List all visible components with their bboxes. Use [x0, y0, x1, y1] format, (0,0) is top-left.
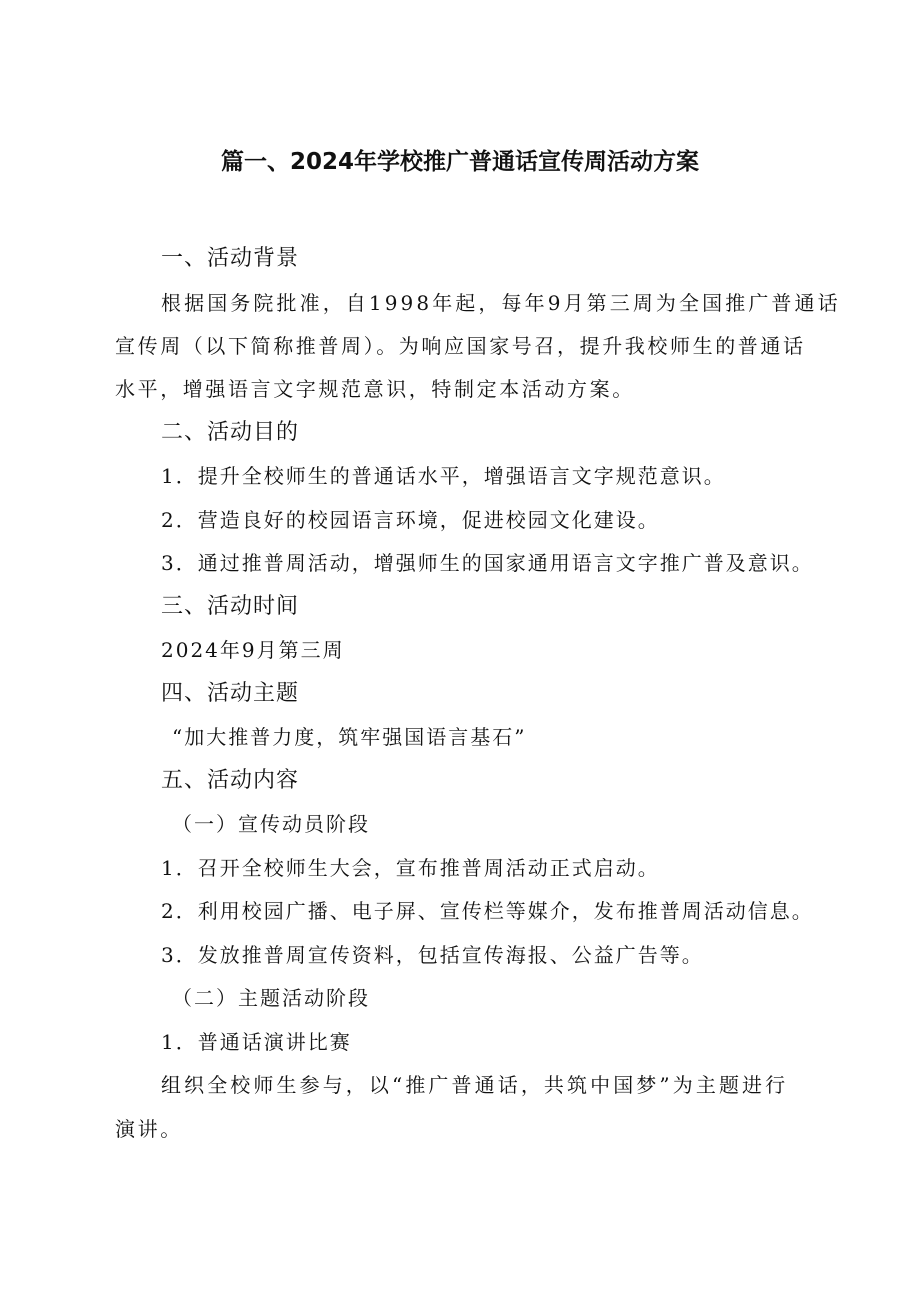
speech-contest-line-2: 演讲。	[115, 1117, 183, 1141]
background-paragraph-line-2: 宣传周（以下简称推普周）。为响应国家号召，提升我校师生的普通话	[115, 334, 806, 358]
section-heading-purpose: 二、活动目的	[161, 420, 300, 445]
publicity-item-1: 1．召开全校师生大会，宣布推普周活动正式启动。	[161, 856, 660, 880]
stage-heading-theme-activities: （二）主题活动阶段	[172, 986, 370, 1010]
document-title: 篇一、2024年学校推广普通话宣传周活动方案	[220, 149, 699, 175]
activity-theme-text: “加大推普力度，筑牢强国语言基石”	[172, 725, 527, 749]
background-paragraph-line-1: 根据国务院批准，自1998年起，每年9月第三周为全国推广普通话	[161, 291, 841, 315]
section-heading-content: 五、活动内容	[161, 768, 300, 793]
purpose-item-3: 3．通过推普周活动，增强师生的国家通用语言文字推广普及意识。	[161, 551, 814, 575]
section-heading-background: 一、活动背景	[161, 246, 300, 271]
section-heading-time: 三、活动时间	[161, 594, 300, 619]
publicity-item-2: 2．利用校园广播、电子屏、宣传栏等媒介，发布推普周活动信息。	[161, 899, 814, 923]
purpose-item-2: 2．营造良好的校园语言环境，促进校园文化建设。	[161, 508, 660, 532]
activity-time-text: 2024年9月第三周	[161, 638, 345, 662]
speech-contest-line-1: 组织全校师生参与，以“推广普通话，共筑中国梦”为主题进行	[161, 1073, 789, 1097]
purpose-item-1: 1．提升全校师生的普通话水平，增强语言文字规范意识。	[161, 464, 726, 488]
theme-activity-item-1: 1．普通话演讲比赛	[161, 1030, 352, 1054]
stage-heading-publicity: （一）宣传动员阶段	[172, 812, 370, 836]
publicity-item-3: 3．发放推普周宣传资料，包括宣传海报、公益广告等。	[161, 943, 704, 967]
section-heading-theme: 四、活动主题	[161, 681, 300, 706]
background-paragraph-line-3: 水平，增强语言文字规范意识，特制定本活动方案。	[115, 377, 635, 401]
